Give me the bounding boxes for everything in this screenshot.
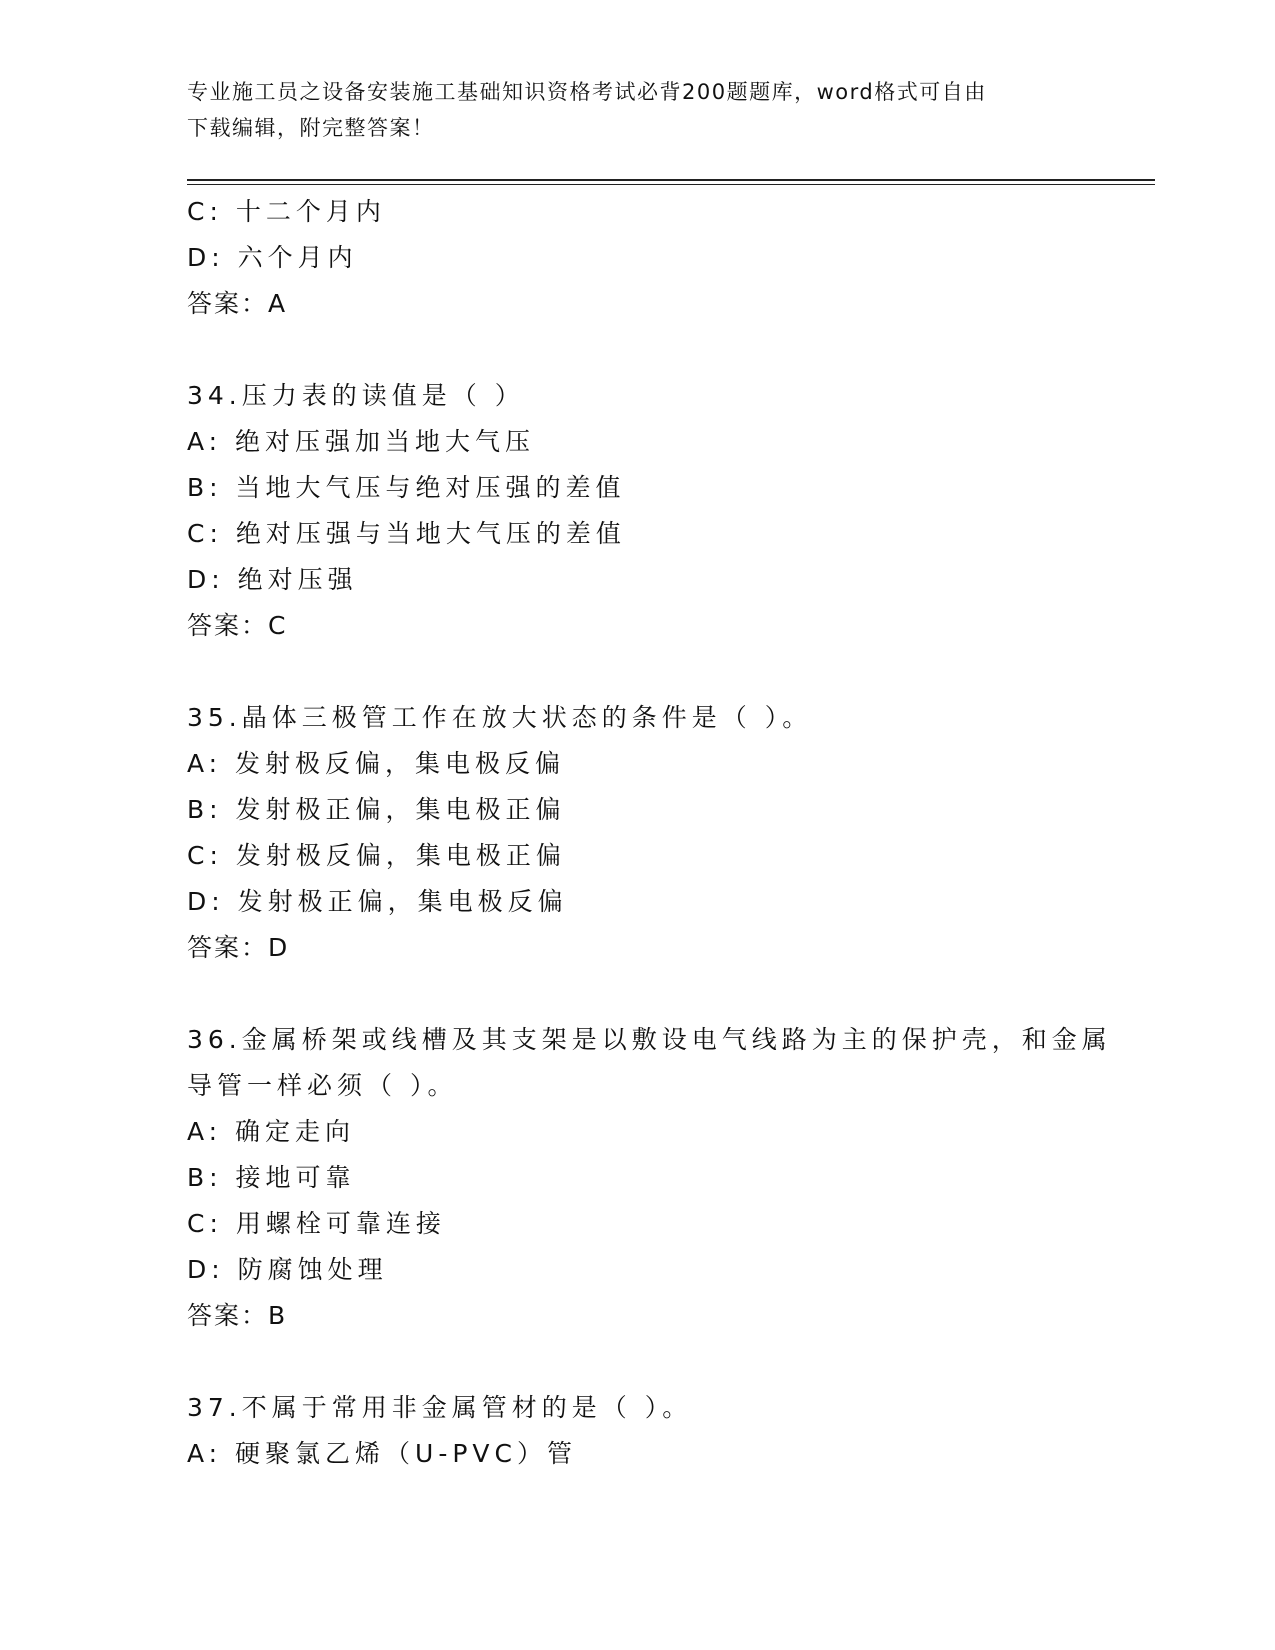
- option-b: B: 接地可靠: [187, 1163, 356, 1192]
- option-a: A: 绝对压强加当地大气压: [187, 427, 536, 456]
- question-spacer: [187, 971, 1087, 1017]
- question-34-stem: 34.压力表的读值是（ ）: [187, 381, 525, 410]
- option-d: D: 绝对压强: [187, 565, 358, 594]
- option-a: A: 硬聚氯乙烯（U-PVC）管: [187, 1439, 577, 1468]
- question-37-stem: 37.不属于常用非金属管材的是（ ）。: [187, 1393, 693, 1422]
- answer-line: 答案：B: [187, 1301, 288, 1330]
- header-line-2: 下载编辑，附完整答案！: [187, 116, 435, 140]
- question-list: [187, 189, 1112, 1477]
- option-c: C: 发射极反偏，集电极正偏: [187, 841, 566, 870]
- option-d: D: 六个月内: [187, 243, 358, 272]
- option-c: C: 十二个月内: [187, 197, 386, 226]
- option-d: D: 发射极正偏，集电极反偏: [187, 887, 568, 916]
- option-a: A: 发射极反偏，集电极反偏: [187, 749, 566, 778]
- option-b: B: 发射极正偏，集电极正偏: [187, 795, 566, 824]
- header-line-1: 专业施工员之设备安装施工基础知识资格考试必背200题题库，word格式可自由: [187, 80, 987, 104]
- option-d: D: 防腐蚀处理: [187, 1255, 388, 1284]
- option-c: C: 绝对压强与当地大气压的差值: [187, 519, 626, 548]
- option-b: B: 当地大气压与绝对压强的差值: [187, 473, 626, 502]
- header-divider-thick: [187, 179, 1155, 181]
- question-spacer: [187, 649, 1087, 695]
- question-36-stem-line-2: 导管一样必须（ ）。: [187, 1071, 458, 1100]
- question-35-stem: 35.晶体三极管工作在放大状态的条件是（ ）。: [187, 703, 813, 732]
- answer-line: 答案：C: [187, 611, 288, 640]
- option-c: C: 用螺栓可靠连接: [187, 1209, 446, 1238]
- answer-line: 答案：D: [187, 933, 290, 962]
- document-header: [187, 74, 1067, 146]
- answer-line: 答案：A: [187, 289, 288, 318]
- question-spacer: [187, 327, 1087, 373]
- header-divider-thin: [187, 184, 1155, 185]
- question-spacer: [187, 1339, 1087, 1385]
- option-a: A: 确定走向: [187, 1117, 356, 1146]
- question-36-stem-line-1: 36.金属桥架或线槽及其支架是以敷设电气线路为主的保护壳，和金属: [187, 1025, 1112, 1054]
